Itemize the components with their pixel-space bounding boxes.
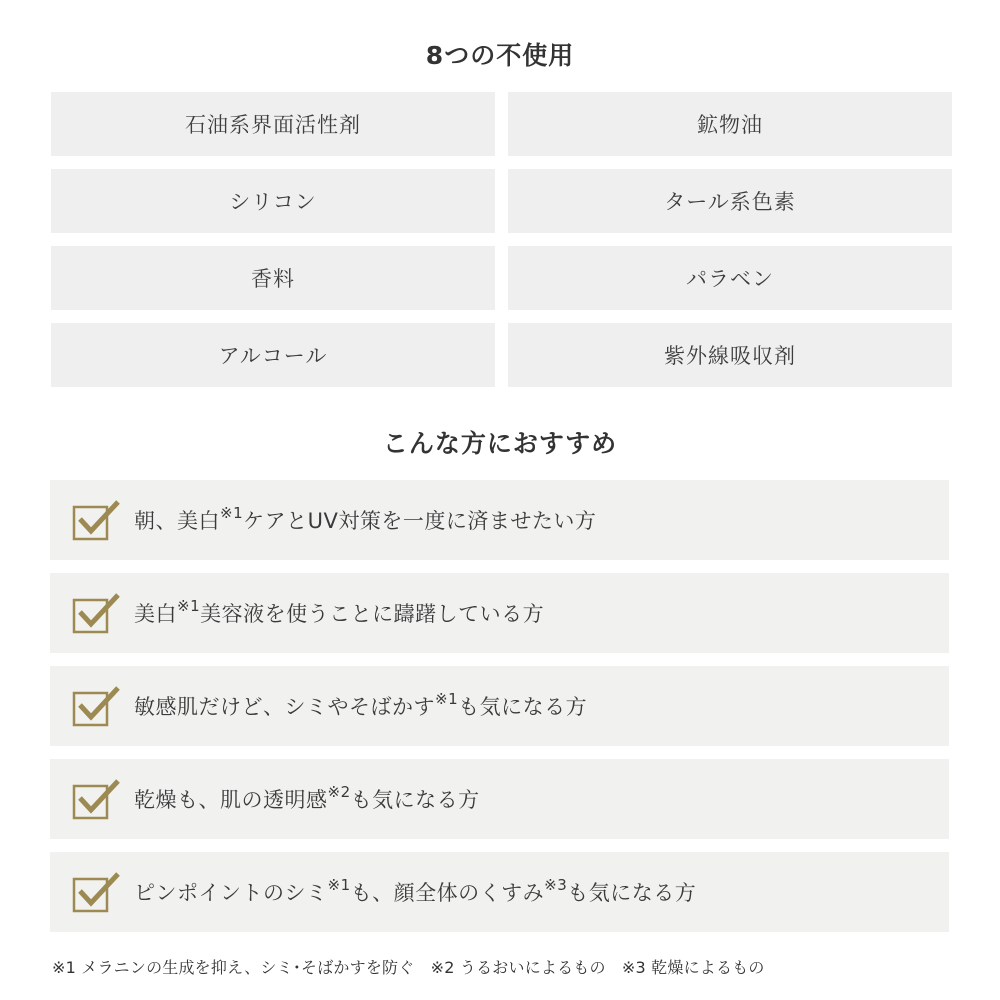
not-used-item: パラベン bbox=[508, 246, 952, 310]
not-used-item: 紫外線吸収剤 bbox=[508, 323, 952, 387]
checkbox-check-icon bbox=[72, 870, 122, 914]
section-title-not-used: 8つの不使用 bbox=[425, 41, 575, 70]
recommend-text: 美白$^{※1}$美容液を使うことに躊躇している方 bbox=[134, 597, 545, 626]
not-used-item: 石油系界面活性剤 bbox=[51, 92, 495, 156]
recommend-item bbox=[50, 666, 949, 746]
recommend-item bbox=[50, 480, 949, 560]
recommend-text: ピンポイントのシミ$^{※1}$も、顔全体のくすみ$^{※3}$も気になる方 bbox=[134, 876, 697, 905]
recommend-item bbox=[50, 573, 949, 653]
checkbox-check-icon bbox=[72, 684, 122, 728]
not-used-item: シリコン bbox=[51, 169, 495, 233]
footnotes: ※1 メラニンの生成を抑え、シミ･そばかすを防ぐ ※2 うるおいによるもの ※3 乾燥によるもの bbox=[52, 958, 765, 977]
recommend-text: 敏感肌だけど、シミやそばかす$^{※1}$も気になる方 bbox=[134, 690, 588, 719]
checkbox-check-icon bbox=[72, 498, 122, 542]
recommend-text: 朝、美白$^{※1}$ケアとUV対策を一度に済ませたい方 bbox=[134, 504, 597, 533]
checkbox-check-icon bbox=[72, 777, 122, 821]
recommend-item bbox=[50, 759, 949, 839]
not-used-item: アルコール bbox=[51, 323, 495, 387]
checkbox-check-icon bbox=[72, 591, 122, 635]
not-used-item: 鉱物油 bbox=[508, 92, 952, 156]
section-title-recommended: こんな方におすすめ bbox=[382, 429, 618, 458]
recommend-text: 乾燥も、肌の透明感$^{※2}$も気になる方 bbox=[134, 783, 480, 812]
not-used-item: タール系色素 bbox=[508, 169, 952, 233]
recommend-item bbox=[50, 852, 949, 932]
not-used-item: 香料 bbox=[51, 246, 495, 310]
